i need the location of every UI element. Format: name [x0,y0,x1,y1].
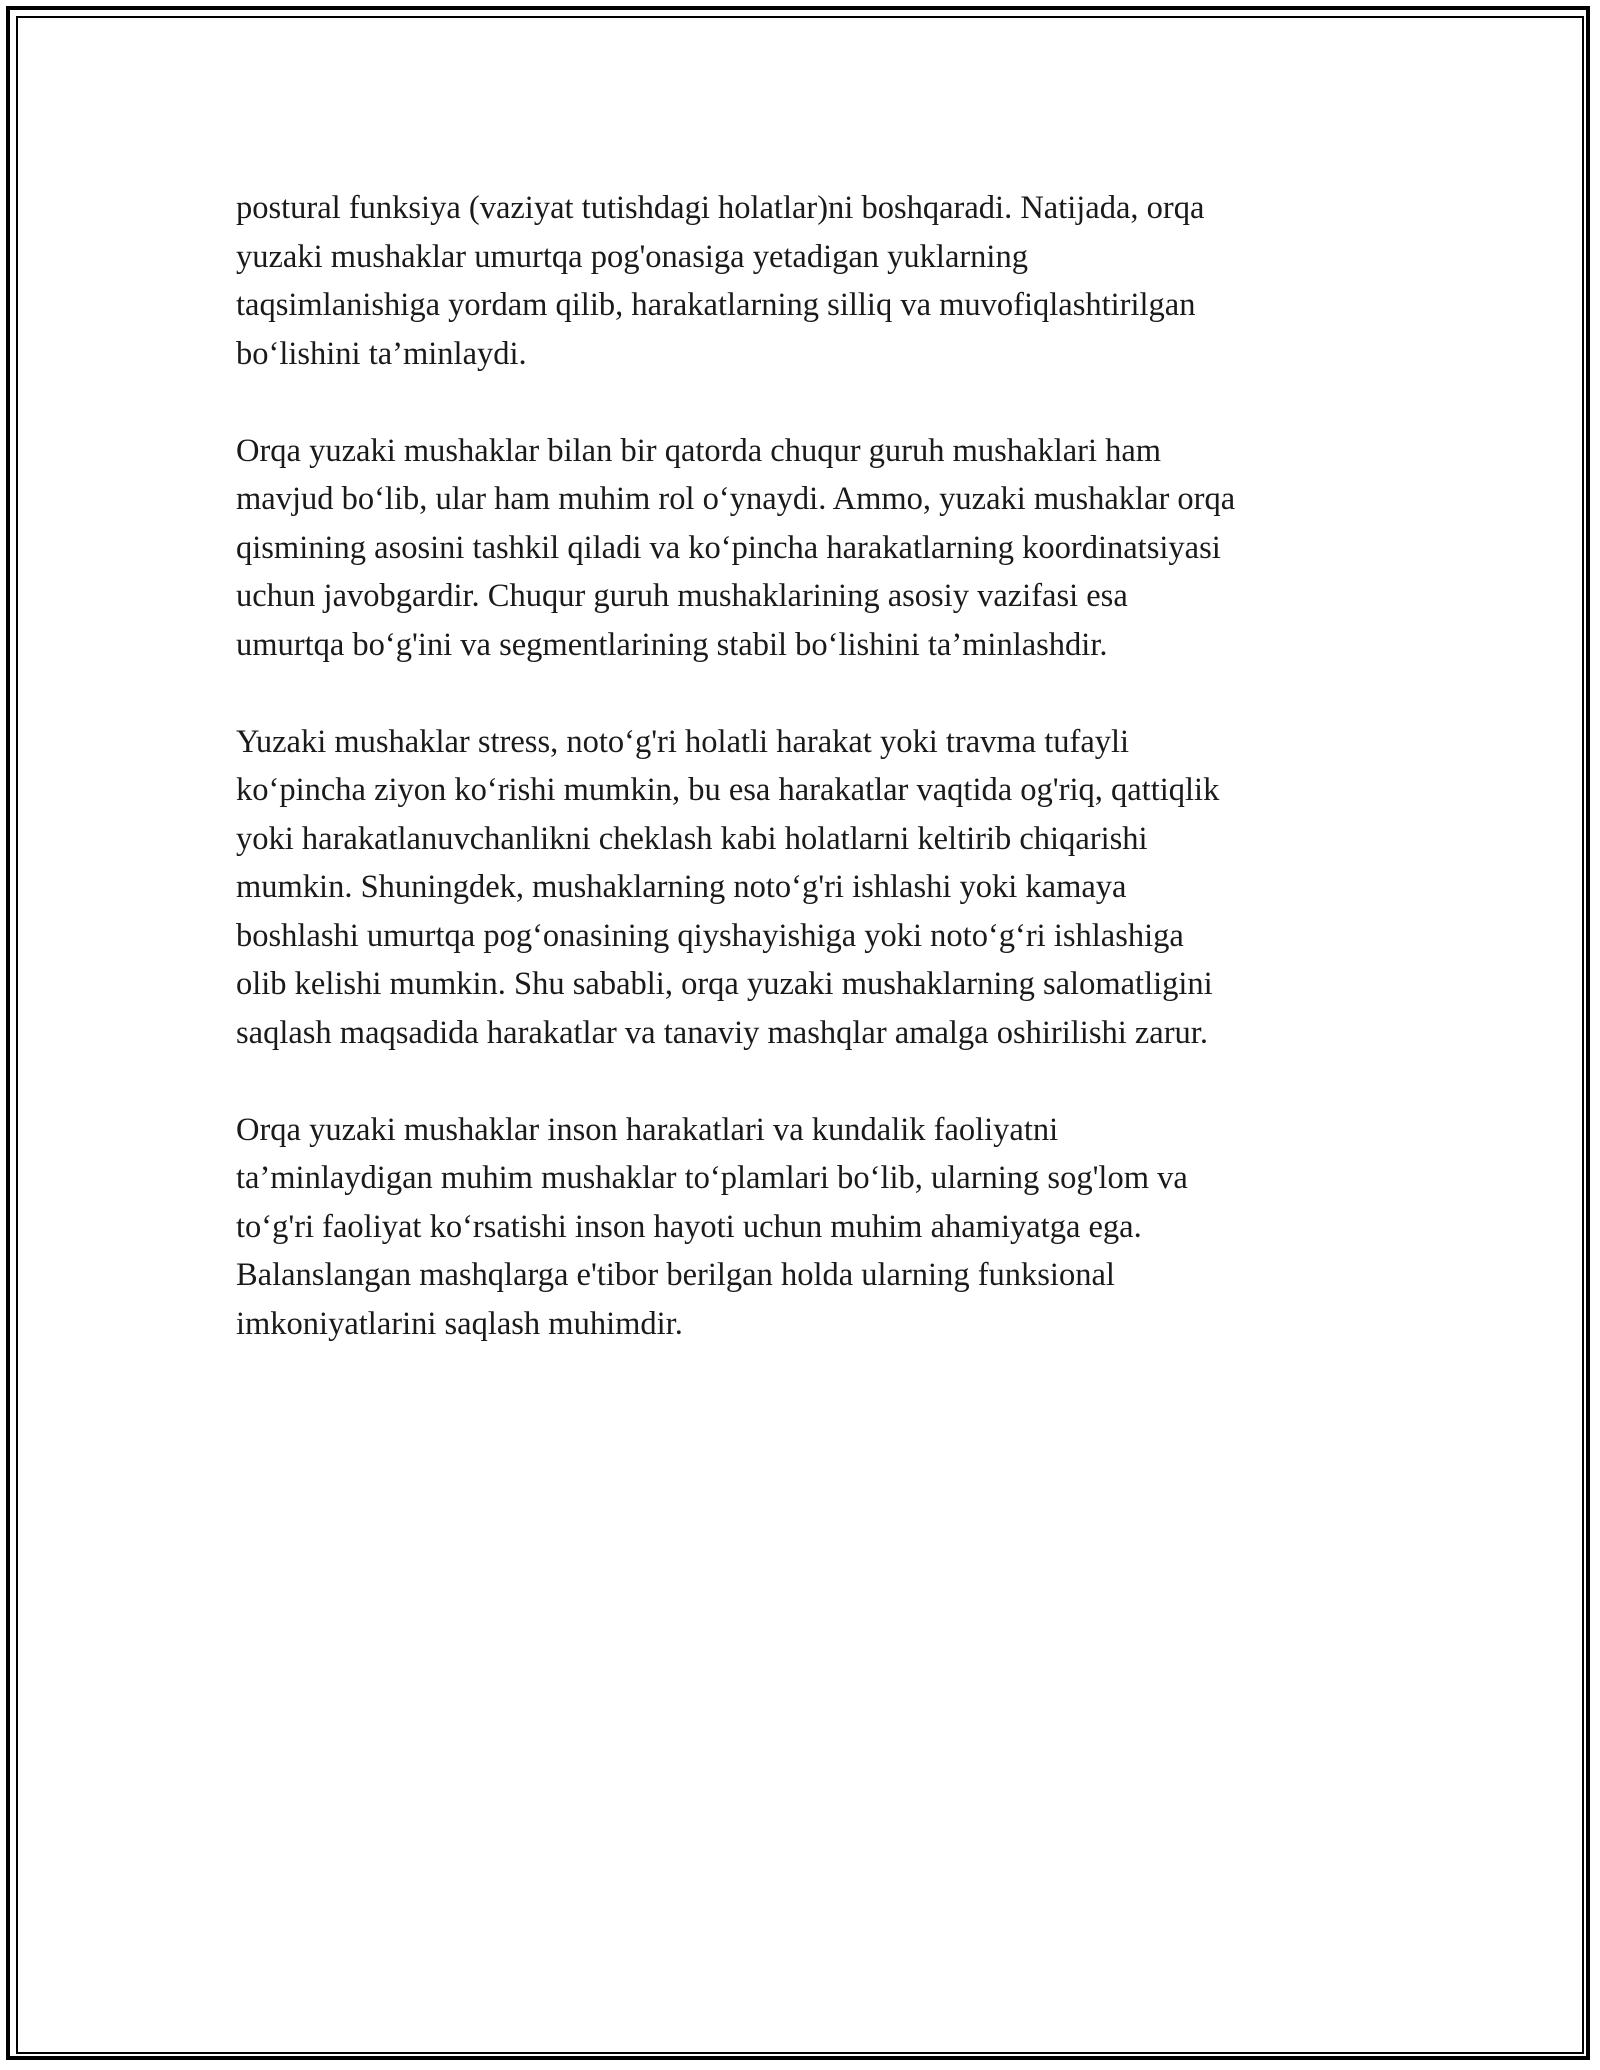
paragraph-4: Orqa yuzaki mushaklar inson harakatlari va kundalik faoliyatni ta’minlaydigan muhim mushaklar to‘plamlari bo‘lib, ularning sog'lom va to‘g'ri faoliyat ko‘rsatishi inson hayoti uchun muhim ahamiyatga ega. Balanslangan mashqlarga e'tibor berilgan holda ularning funksional imkoniyatlarini saqlash muhimdir. [236,1111,1188,1342]
paragraph-3: Yuzaki mushaklar stress, noto‘g'ri holatli harakat yoki travma tufayli ko‘pincha ziyon ko‘rishi mumkin, bu esa harakatlar vaqtida og'riq, qattiqlik yoki harakatlanuvchanlikni cheklash kabi holatlarni keltirib chiqarishi mumkin. Shuningdek, mushaklarning noto‘g'ri ishlashi yoki kamaya boshlashi umurtqa pog‘onasining qiyshayishiga yoki noto‘g‘ri ishlashiga olib kelishi mumkin. Shu sababli, orqa yuzaki mushaklarning salomatligini saqlash maqsadida harakatlar va tanaviy mashqlar amalga oshirilishi zarur. [236,723,1220,1051]
document-body [236,184,1376,1397]
paragraph-2: Orqa yuzaki mushaklar bilan bir qatorda chuqur guruh mushaklari ham mavjud bo‘lib, ular ham muhim rol o‘ynaydi. Ammo, yuzaki mushaklar orqa qismining asosini tashkil qiladi va ko‘pincha harakatlarning koordinatsiyasi uchun javobgardir. Chuqur guruh mushaklarining asosiy vazifasi esa umurtqa bo‘g'ini va segmentlarining stabil bo‘lishini ta’minlashdir. [236,432,1236,663]
paragraph-1: postural funksiya (vaziyat tutishdagi holatlar)ni boshqaradi. Natijada, orqa yuzaki mushaklar umurtqa pog'onasiga yetadigan yuklarning taqsimlanishiga yordam qilib, harakatlarning silliq va muvofiqlashtirilgan bo‘lishini ta’minlaydi. [236,190,1205,372]
